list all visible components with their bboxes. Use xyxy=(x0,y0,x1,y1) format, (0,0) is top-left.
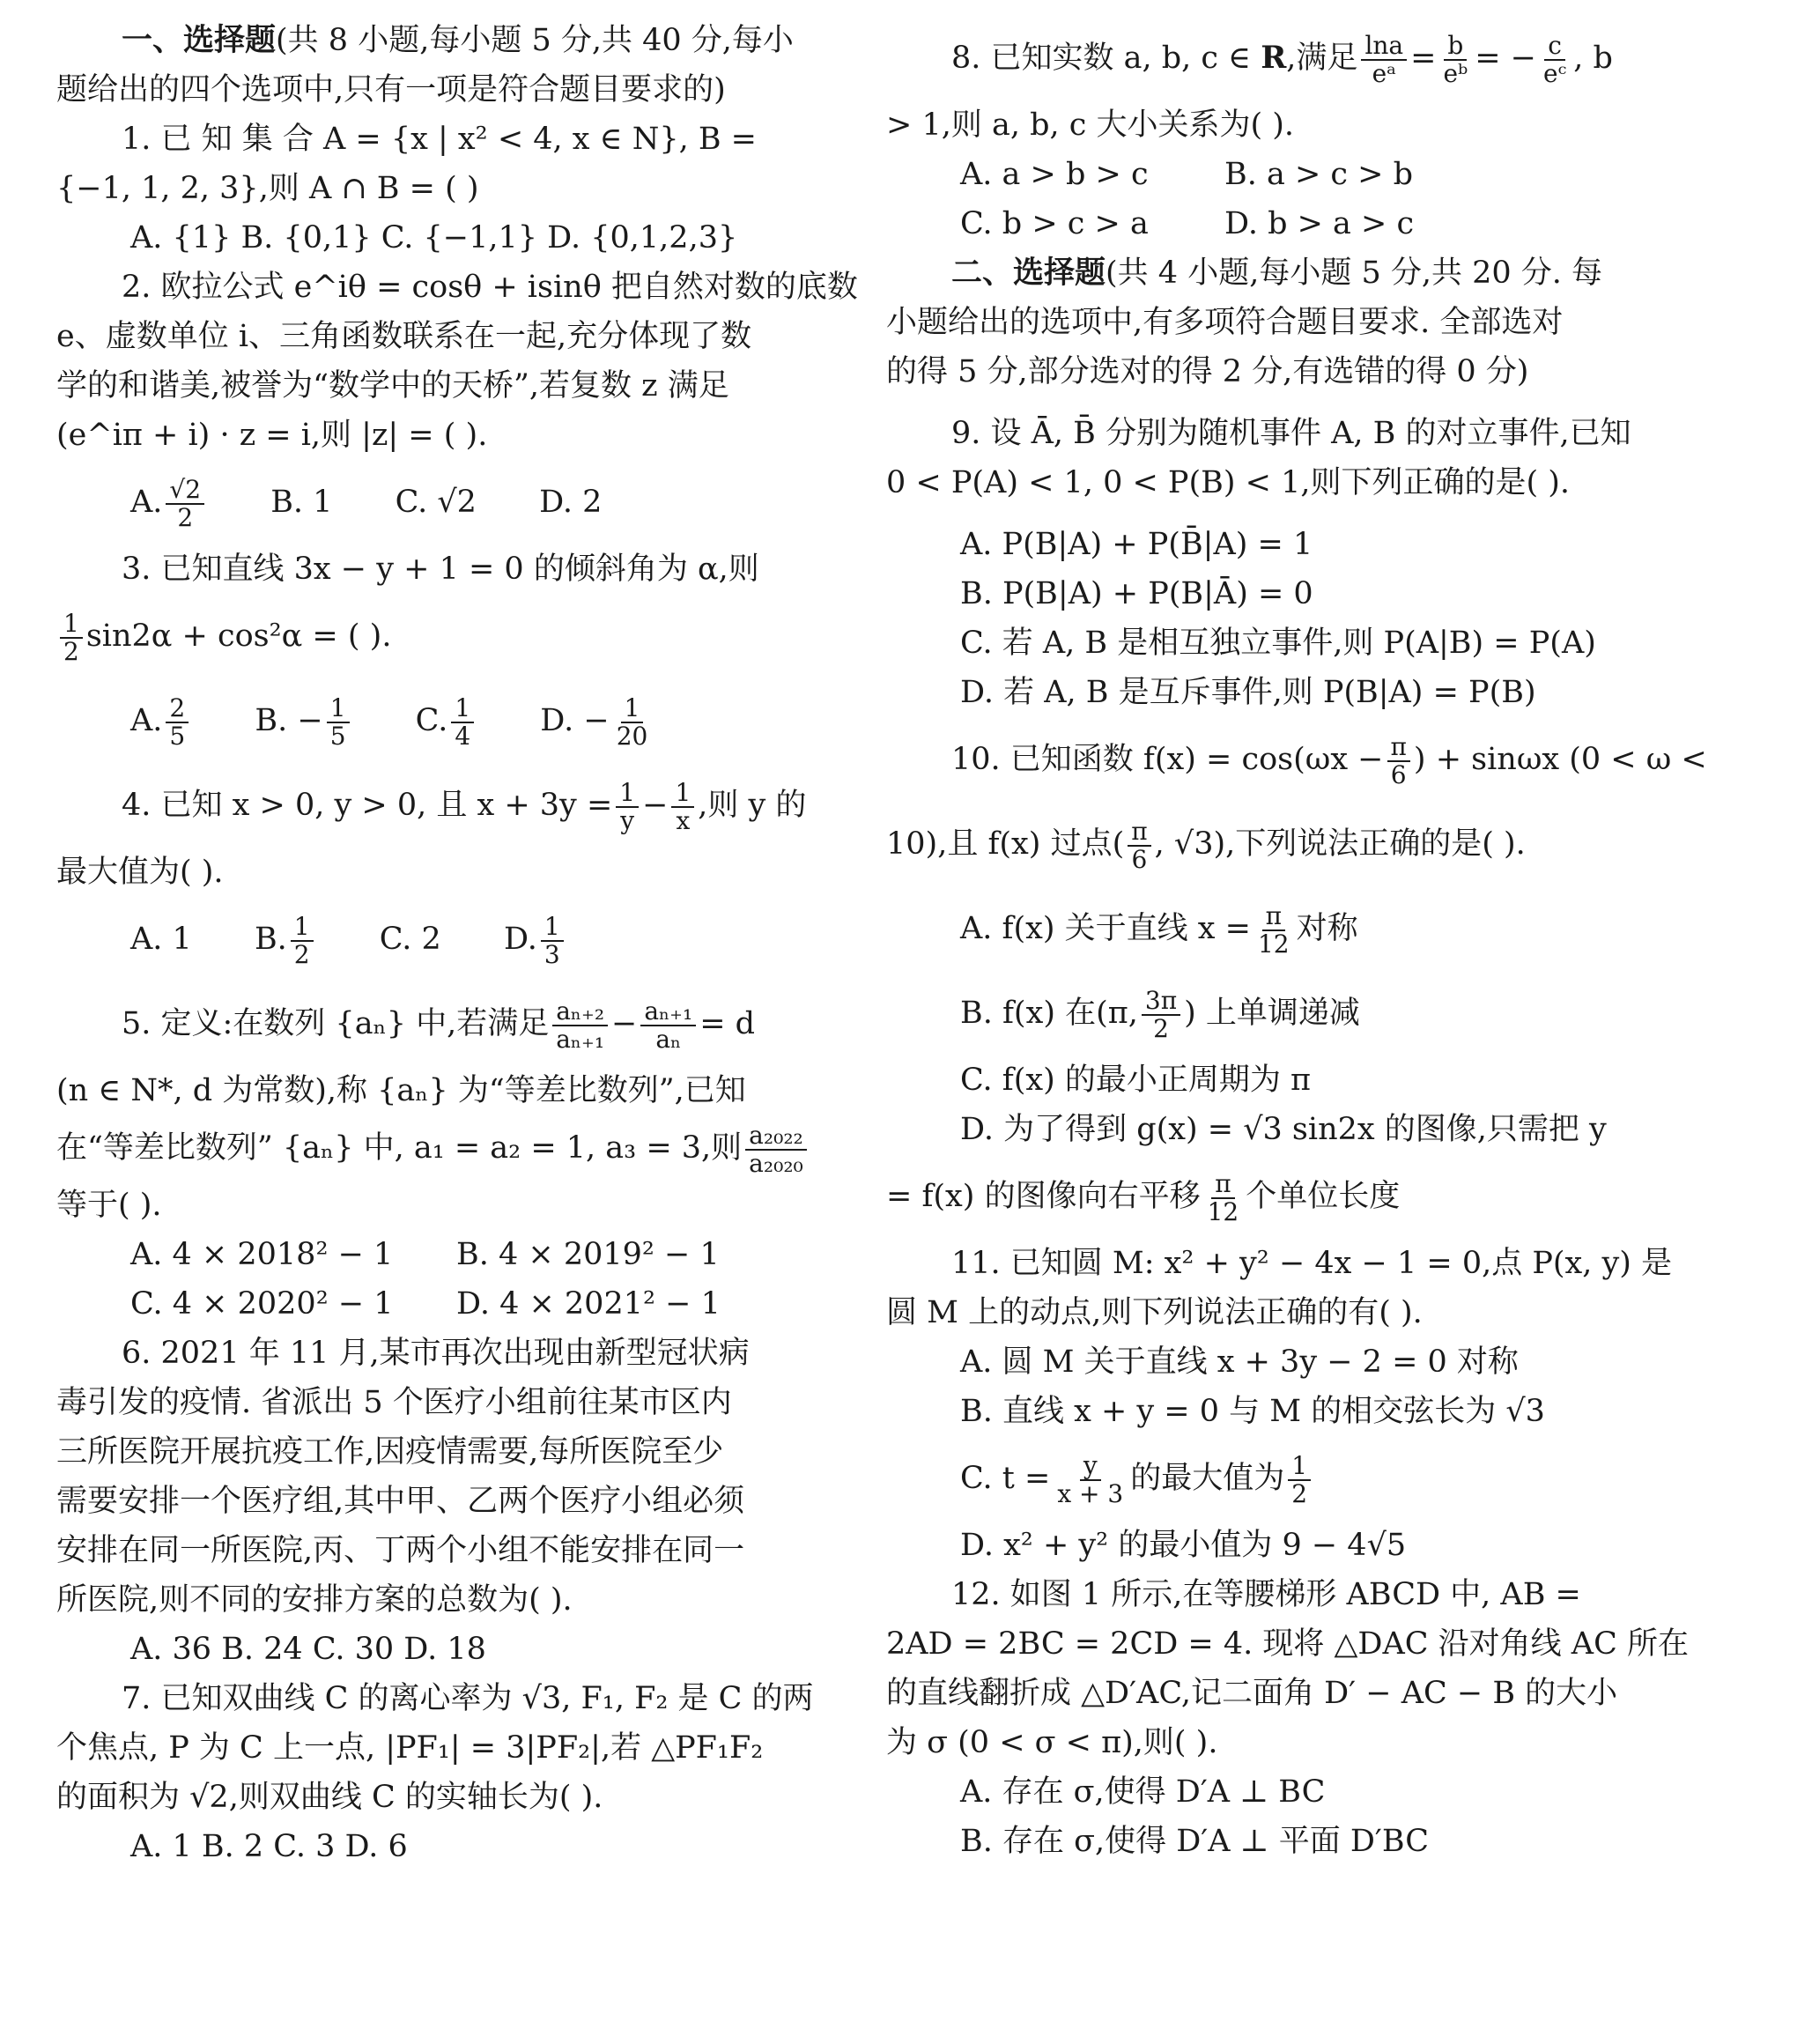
q3-options xyxy=(56,678,890,763)
frac-den: 2 xyxy=(63,636,79,666)
q5-text-c: 在“等差比数列” {aₙ} 中, a₁ = a₂ = 1, a₃ = 3,则 xyxy=(56,1130,743,1166)
q3-line1: 3. 已知直线 3x − y + 1 = 0 的倾斜角为 α,则 xyxy=(122,552,759,587)
q4-line2: 最大值为( ). xyxy=(56,855,224,890)
q7-line2: 个焦点, P 为 C 上一点, |PF₁| = 3|PF₂|,若 △PF₁F₂ xyxy=(56,1730,764,1766)
frac-den: 3 xyxy=(544,939,560,969)
q3-line2 xyxy=(56,594,890,678)
frac-den: 12 xyxy=(1207,1196,1239,1226)
q2-option-a: A. xyxy=(130,485,163,520)
q10-option-d: D. 为了得到 g(x) = √3 sin2x 的图像,只需把 y xyxy=(960,1112,1607,1147)
q11-option-c-mid: 的最大值为 xyxy=(1130,1461,1285,1496)
section1-rule: (共 8 小题,每小题 5 分,共 40 分,每小 xyxy=(276,23,794,58)
q10-option-d-text: = f(x) 的图像向右平移 xyxy=(886,1179,1201,1214)
frac-den: x xyxy=(676,805,691,835)
q7-line1: 7. 已知双曲线 C 的离心率为 √3, F₁, F₂ 是 C 的两 xyxy=(122,1681,814,1716)
q5-option-b: B. 4 × 2019² − 1 xyxy=(456,1237,720,1272)
q12-line4: 为 σ (0 < σ < π),则( ). xyxy=(886,1725,1218,1760)
section2-rule: (共 4 小题,每小题 5 分,共 20 分. 每 xyxy=(1106,256,1602,291)
q4-text-a: 4. 已知 x > 0, y > 0, 且 x + 3y = xyxy=(122,788,613,823)
q5-options-row2 xyxy=(56,1279,890,1329)
q6-line5: 安排在同一所医院,丙、丁两个小组不能安排在同一 xyxy=(56,1533,745,1568)
q5-options-row1 xyxy=(56,1230,890,1279)
frac-num: y xyxy=(1080,1453,1101,1480)
frac-den: 5 xyxy=(329,721,346,751)
q1-line2: {−1, 1, 2, 3},则 A ∩ B = ( ) xyxy=(56,171,479,206)
q8-option-a: A. a > b > c xyxy=(960,157,1149,192)
q8-frac-1 xyxy=(1361,33,1407,86)
frac-num: π xyxy=(1262,903,1285,930)
frac-num: 1 xyxy=(451,695,474,722)
q11-option-d: D. x² + y² 的最小值为 9 − 4√5 xyxy=(960,1528,1407,1563)
q9-line2: 0 < P(A) < 1, 0 < P(B) < 1,则下列正确的是( ). xyxy=(886,465,1571,500)
q9-option-d: D. 若 A, B 是互斥事件,则 P(B|A) = P(B) xyxy=(960,675,1536,710)
q10-option-c: C. f(x) 的最小正周期为 π xyxy=(960,1063,1312,1098)
section2-rule-line3: 的得 5 分,部分选对的得 2 分,有选错的得 0 分) xyxy=(886,354,1529,389)
q5-text-a: 5. 定义:在数列 {aₙ} 中,若满足 xyxy=(122,1006,550,1041)
q6-options: A. 36 B. 24 C. 30 D. 18 xyxy=(130,1632,486,1667)
q10-option-a-text: A. f(x) 关于直线 x = xyxy=(960,911,1251,946)
section2-title-line xyxy=(886,248,1719,298)
q2-option-c: C. √2 xyxy=(395,485,477,520)
q9-option-c: C. 若 A, B 是相互独立事件,则 P(A|B) = P(A) xyxy=(960,626,1596,661)
q4-option-d-frac xyxy=(541,914,564,967)
q12-line3: 的直线翻折成 △D′AC,记二面角 D′ − AC − B 的大小 xyxy=(886,1676,1618,1711)
frac-den: 6 xyxy=(1390,759,1407,789)
q4-options xyxy=(56,897,890,981)
q11-option-c-frac xyxy=(1054,1453,1127,1507)
frac-den: y xyxy=(620,805,635,835)
q5-frac-1 xyxy=(552,998,608,1052)
q4-line1 xyxy=(56,763,890,848)
q10-option-b-frac xyxy=(1142,988,1180,1041)
frac-num: π xyxy=(1387,734,1410,761)
q6-line6: 所医院,则不同的安排方案的总数为( ). xyxy=(56,1582,573,1618)
q3-option-b: B. − xyxy=(255,703,323,738)
section2-rule-line2: 小题给出的选项中,有多项符合题目要求. 全部选对 xyxy=(886,305,1564,340)
q4-option-d: D. xyxy=(503,922,537,957)
q11-line1: 11. 已知圆 M: x² + y² − 4x − 1 = 0,点 P(x, y) 是 xyxy=(951,1246,1673,1281)
frac-num: π xyxy=(1211,1171,1234,1198)
q4-option-b: B. xyxy=(254,922,287,957)
q8-text-c: , b xyxy=(1573,41,1613,76)
q3-option-d-frac xyxy=(613,695,652,749)
q11-line2: 圆 M 上的动点,则下列说法正确的有( ). xyxy=(886,1295,1423,1330)
frac-num: 3π xyxy=(1142,988,1180,1015)
frac-num: lna xyxy=(1361,33,1407,60)
q5-line4: 等于( ). xyxy=(56,1188,162,1223)
q3-option-a: A. xyxy=(130,703,163,738)
q9-option-b: B. P(B|A) + P(B|Ā) = 0 xyxy=(960,576,1313,611)
frac-den: 2 xyxy=(177,502,194,532)
frac-num: π xyxy=(1128,818,1150,846)
q8-line1 xyxy=(886,16,1719,100)
q3-half-frac xyxy=(60,611,83,664)
q8-option-d: D. b > a > c xyxy=(1224,206,1415,241)
q8-options-row2 xyxy=(886,199,1719,248)
q2-line1: 2. 欧拉公式 e^iθ = cosθ + isinθ 把自然对数的底数 xyxy=(122,270,858,305)
q8-frac-3 xyxy=(1540,33,1570,86)
q10-option-d-cont xyxy=(886,1154,1719,1239)
right-column xyxy=(886,16,1719,1866)
q3-option-c: C. xyxy=(415,703,448,738)
q3-expr: sin2α + cos²α = ( ). xyxy=(85,618,392,654)
q5-frac-2 xyxy=(640,998,696,1052)
q5-minus: − xyxy=(611,1006,638,1041)
q5-text-b: = d xyxy=(699,1006,756,1041)
q7-options: A. 1 B. 2 C. 3 D. 6 xyxy=(130,1829,408,1864)
frac-den: x + 3 xyxy=(1057,1478,1124,1508)
q10-option-b xyxy=(886,971,1719,1055)
frac-den: eᶜ xyxy=(1543,58,1567,88)
q10-option-a-frac xyxy=(1254,903,1293,957)
q12-line1: 12. 如图 1 所示,在等腰梯形 ABCD 中, AB = xyxy=(951,1577,1581,1612)
section1-heading: 一、选择题 xyxy=(122,22,277,58)
frac-num: 1 xyxy=(541,914,564,941)
frac-num: b xyxy=(1444,33,1467,60)
frac-den: aₙ xyxy=(655,1024,682,1054)
frac-num: 1 xyxy=(671,780,694,807)
frac-den: 2 xyxy=(1291,1478,1308,1508)
q2-option-d: D. 2 xyxy=(539,485,603,520)
q10-option-b-text: B. f(x) 在(π, xyxy=(960,996,1138,1031)
frac-num: c xyxy=(1544,33,1565,60)
frac-num: a₂₀₂₂ xyxy=(745,1122,807,1150)
q12-option-b: B. 存在 σ,使得 D′A ⊥ 平面 D′BC xyxy=(960,1824,1429,1859)
section1-title-line xyxy=(56,16,890,65)
q10-frac-2 xyxy=(1128,818,1150,872)
frac-num: 1 xyxy=(1288,1453,1311,1480)
q3-option-a-frac xyxy=(166,695,189,749)
frac-den: aₙ₊₁ xyxy=(556,1024,605,1054)
q5-line2: (n ∈ N*, d 为常数),称 {aₙ} 为“等差比数列”,已知 xyxy=(56,1073,746,1108)
q3-option-d: D. − xyxy=(540,703,610,738)
q11-option-c xyxy=(886,1436,1719,1521)
frac-den: 2 xyxy=(1153,1013,1169,1043)
q1-line1: 1. 已 知 集 合 A = {x | x² < 4, x ∈ N}, B = xyxy=(122,122,758,157)
section2-heading: 二、选择题 xyxy=(951,255,1106,291)
q4-frac-1 xyxy=(616,780,639,833)
left-column xyxy=(56,16,890,1871)
q6-line1: 6. 2021 年 11 月,某市再次出现由新型冠状病 xyxy=(122,1336,750,1371)
q7-line3: 的面积为 √2,则双曲线 C 的实轴长为( ). xyxy=(56,1780,603,1815)
q11-option-a: A. 圆 M 关于直线 x + 3y − 2 = 0 对称 xyxy=(960,1344,1519,1380)
q8-eq2: = − xyxy=(1475,41,1537,76)
frac-num: 1 xyxy=(621,695,644,722)
q10-option-b-tail: ) 上单调递减 xyxy=(1184,996,1360,1031)
q3-option-b-frac xyxy=(327,695,350,749)
q12-option-a: A. 存在 σ,使得 D′A ⊥ BC xyxy=(960,1774,1326,1810)
q10-text-b: ) + sinωx (0 < ω < xyxy=(1413,742,1707,777)
q2-line2: e、虚数单位 i、三角函数联系在一起,充分体现了数 xyxy=(56,319,752,354)
frac-num: 2 xyxy=(166,695,189,722)
q1-options: A. {1} B. {0,1} C. {−1,1} D. {0,1,2,3} xyxy=(130,220,738,256)
frac-num: aₙ₊₁ xyxy=(640,998,696,1026)
q4-frac-2 xyxy=(671,780,694,833)
q8-line2: > 1,则 a, b, c 大小关系为( ). xyxy=(886,107,1295,143)
section1-rule-cont: 题给出的四个选项中,只有一项是符合题目要求的) xyxy=(56,72,726,107)
q8-text-a: 8. 已知实数 a, b, c ∈ xyxy=(951,41,1252,76)
frac-num: √2 xyxy=(166,477,204,504)
q3-option-c-frac xyxy=(451,695,474,749)
q5-option-d: D. 4 × 2021² − 1 xyxy=(456,1286,721,1322)
q9-line1: 9. 设 Ā, B̄ 分别为随机事件 A, B 的对立事件,已知 xyxy=(951,416,1631,451)
frac-num: 1 xyxy=(327,695,350,722)
q12-line2: 2AD = 2BC = 2CD = 4. 现将 △DAC 沿对角线 AC 所在 xyxy=(886,1626,1689,1662)
q8-eq: = xyxy=(1410,41,1437,76)
q5-line3 xyxy=(56,1115,890,1181)
q11-option-c-text: C. t = xyxy=(960,1461,1051,1496)
frac-den: 20 xyxy=(616,721,648,751)
q10-option-a xyxy=(886,886,1719,971)
q2-line4: (e^iπ + i) · z = i,则 |z| = ( ). xyxy=(56,418,488,453)
q11-option-b: B. 直线 x + y = 0 与 M 的相交弦长为 √3 xyxy=(960,1394,1545,1429)
q10-text-c: 10),且 f(x) 过点( xyxy=(886,826,1125,862)
q4-option-b-frac xyxy=(291,914,314,967)
q10-line1 xyxy=(886,717,1719,802)
q5-option-a: A. 4 × 2018² − 1 xyxy=(130,1237,394,1272)
frac-den: 12 xyxy=(1257,929,1290,959)
q10-text-a: 10. 已知函数 f(x) = cos(ωx − xyxy=(951,742,1384,777)
q2-options xyxy=(56,460,890,544)
q10-option-a-tail: 对称 xyxy=(1296,911,1358,946)
q2-line3: 学的和谐美,被誉为“数学中的天桥”,若复数 z 满足 xyxy=(56,368,729,404)
q10-text-d: , √3),下列说法正确的是( ). xyxy=(1154,826,1526,862)
q10-line2 xyxy=(886,802,1719,886)
q4-minus: − xyxy=(642,788,669,823)
q8-option-b: B. a > c > b xyxy=(1224,157,1413,192)
q10-option-d-frac xyxy=(1204,1171,1243,1225)
q6-line2: 毒引发的疫情. 省派出 5 个医疗小组前往某市区内 xyxy=(56,1385,732,1420)
q10-frac-1 xyxy=(1387,734,1410,788)
q4-option-a: A. 1 xyxy=(130,922,192,957)
q8-text-b: ,满足 xyxy=(1286,41,1358,76)
frac-den: 2 xyxy=(293,939,310,969)
q6-line3: 三所医院开展抗疫工作,因疫情需要,每所医院至少 xyxy=(56,1434,724,1470)
frac-den: 5 xyxy=(169,721,186,751)
q6-line4: 需要安排一个医疗组,其中甲、乙两个医疗小组必须 xyxy=(56,1484,745,1519)
q8-options-row1 xyxy=(886,150,1719,199)
q4-option-c: C. 2 xyxy=(379,922,441,957)
frac-den: eᵃ xyxy=(1372,58,1396,88)
q11-option-c-frac2 xyxy=(1288,1453,1311,1507)
q8-option-c: C. b > c > a xyxy=(960,206,1149,241)
q5-frac-3 xyxy=(745,1122,807,1176)
frac-den: 4 xyxy=(455,721,471,751)
frac-num: aₙ₊₂ xyxy=(552,998,608,1026)
q5-option-c: C. 4 × 2020² − 1 xyxy=(130,1286,394,1322)
q2-option-b: B. 1 xyxy=(270,485,333,520)
frac-num: 1 xyxy=(616,780,639,807)
q10-option-d-tail: 个单位长度 xyxy=(1246,1179,1401,1214)
frac-den: eᵇ xyxy=(1443,58,1468,88)
q8-real-set: R xyxy=(1261,40,1287,76)
frac-num: 1 xyxy=(291,914,314,941)
q2-option-a-frac xyxy=(166,477,204,530)
q8-frac-2 xyxy=(1439,33,1471,86)
frac-num: 1 xyxy=(60,611,83,638)
frac-den: 6 xyxy=(1131,844,1148,874)
q9-option-a: A. P(B|A) + P(B̄|A) = 1 xyxy=(960,527,1313,562)
q4-text-b: ,则 y 的 xyxy=(698,788,807,823)
q5-line1 xyxy=(56,981,890,1066)
frac-den: a₂₀₂₀ xyxy=(749,1148,803,1178)
